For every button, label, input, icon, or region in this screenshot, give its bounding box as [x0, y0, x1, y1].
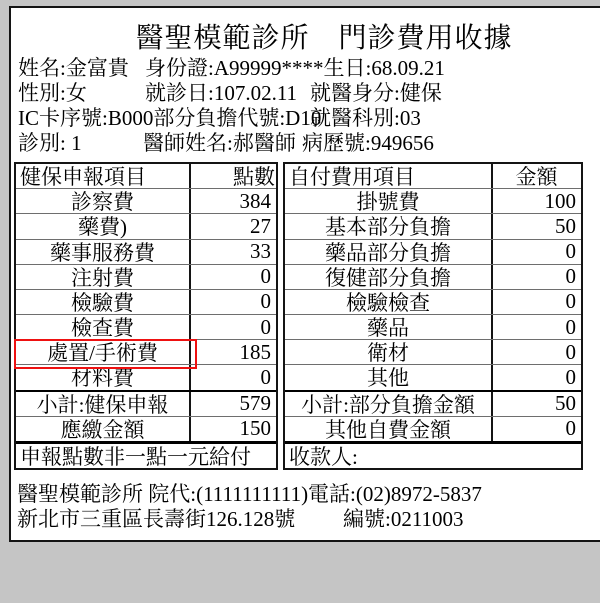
row-value: 27 [250, 213, 271, 238]
column-header-item: 健保申報項目 [16, 164, 191, 188]
row-label: 掛號費 [285, 189, 493, 213]
clinic-info-line: 醫聖模範診所 院代:(1111111111)電話:(02)8972-5837 [17, 482, 482, 506]
visit-date-field: 就診日:107.02.11 [145, 81, 298, 105]
row-label: 衛材 [285, 340, 493, 364]
doctor-field: 醫師姓名:郝醫師 [143, 131, 296, 155]
row-value: 0 [260, 289, 271, 314]
gender-field: 性別:女 [18, 81, 87, 105]
table-row [285, 264, 581, 289]
nhi-claim-table [14, 162, 278, 470]
table-row [285, 188, 581, 213]
row-value: 384 [239, 188, 271, 213]
table-footer-row [16, 441, 276, 468]
table-row [285, 213, 581, 238]
table-row [285, 239, 581, 264]
row-label: 檢驗費 [16, 290, 191, 314]
ic-card-field: IC卡序號:B000部分負擔代號:D10 [18, 106, 322, 130]
row-label: 檢查費 [16, 315, 191, 339]
table-header-row [285, 164, 581, 188]
row-label: 基本部分負擔 [285, 214, 493, 238]
table-subtotal-row [16, 390, 276, 416]
row-label: 檢驗檢查 [285, 290, 493, 314]
table-row [285, 364, 581, 389]
info-line-4 [11, 127, 600, 155]
row-label: 處置/手術費 [16, 340, 191, 364]
row-value: 0 [565, 239, 576, 264]
row-label: 注射費 [16, 265, 191, 289]
table-subtotal-row [285, 390, 581, 416]
row-label: 小計:健保申報 [16, 392, 191, 416]
row-value: 579 [239, 391, 271, 416]
id-birth-field: 身份證:A99999****生日:68.09.21 [145, 56, 445, 80]
table-row [16, 289, 276, 314]
patient-name-field: 姓名:金富貴 [18, 56, 129, 80]
info-line-2 [11, 77, 600, 105]
clinic-address: 新北市三重區長壽街126.128號 [17, 507, 296, 531]
row-value: 0 [260, 364, 271, 389]
receipt-title: 醫聖模範診所 門診費用收據 [135, 23, 513, 54]
row-value: 0 [260, 314, 271, 339]
receiver-field: 收款人: [289, 444, 358, 469]
info-line-3 [11, 102, 600, 130]
table-row [16, 416, 276, 441]
table-row [16, 188, 276, 213]
row-value: 33 [250, 239, 271, 264]
row-value: 50 [555, 391, 576, 416]
row-value: 50 [555, 213, 576, 238]
row-label: 復健部分負擔 [285, 265, 493, 289]
address-line [17, 503, 600, 529]
row-label: 其他自費金額 [285, 417, 493, 441]
dept-field: 就醫科別:03 [310, 106, 421, 130]
row-value: 0 [565, 289, 576, 314]
table-row [16, 314, 276, 339]
column-header-amount: 金額 [515, 165, 558, 189]
row-value: 0 [565, 416, 576, 441]
row-label: 藥事服務費 [16, 240, 191, 264]
table-row [16, 213, 276, 238]
row-label: 診察費 [16, 189, 191, 213]
table-row [285, 416, 581, 441]
row-label: 材料費 [16, 365, 191, 389]
row-value: 0 [565, 339, 576, 364]
row-label: 藥品部分負擔 [285, 240, 493, 264]
clinic-type-field: 診別: 1 [18, 131, 82, 155]
table-row [285, 314, 581, 339]
table-row-highlighted [16, 339, 276, 364]
row-value: 100 [544, 188, 576, 213]
table-row [16, 364, 276, 389]
row-value: 0 [565, 364, 576, 389]
column-header-item: 自付費用項目 [285, 164, 493, 188]
row-label: 其他 [285, 365, 493, 389]
row-value: 0 [565, 264, 576, 289]
chart-no-field: 病歷號:949656 [302, 131, 434, 155]
self-pay-table [283, 162, 583, 470]
row-value: 0 [260, 264, 271, 289]
row-value: 185 [239, 339, 271, 364]
note-claim-points: 申報點數非一點一元給付 [20, 444, 251, 469]
info-line-1 [11, 52, 600, 80]
row-label: 應繳金額 [16, 417, 191, 441]
identity-field: 就醫身分:健保 [310, 81, 442, 105]
table-row [285, 339, 581, 364]
table-row [16, 264, 276, 289]
row-value: 0 [565, 314, 576, 339]
table-row [285, 289, 581, 314]
row-label: 小計:部分負擔金額 [285, 392, 493, 416]
table-header-row [16, 164, 276, 188]
serial-number: 編號:0211003 [343, 507, 464, 531]
table-row [16, 239, 276, 264]
column-header-points: 點數 [233, 165, 275, 189]
table-footer-row [285, 441, 581, 468]
row-value: 150 [239, 416, 271, 441]
receipt-paper [9, 6, 600, 542]
row-label: 藥費) [16, 214, 191, 238]
row-label: 藥品 [285, 315, 493, 339]
